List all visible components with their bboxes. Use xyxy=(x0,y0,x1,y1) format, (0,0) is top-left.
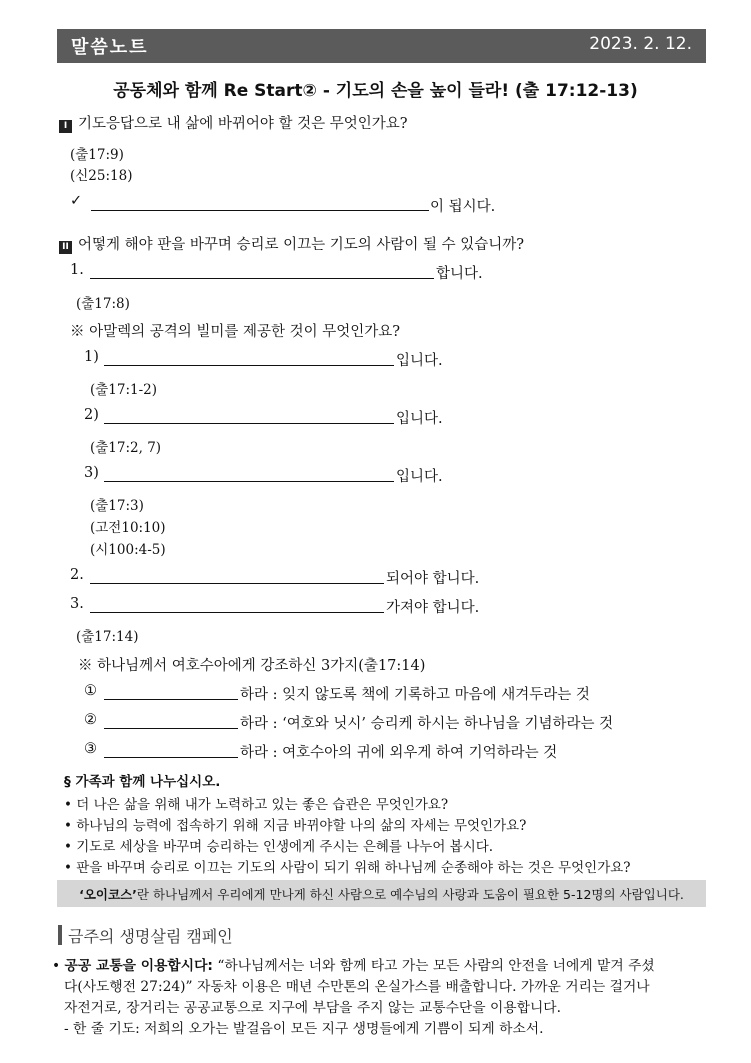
sub3-suffix: 입니다. xyxy=(396,469,443,485)
oikos-box xyxy=(57,880,706,907)
share-title: § 가족과 함께 나누십시오. xyxy=(64,774,221,790)
answer-blank-circle3 xyxy=(104,757,238,758)
section1-question xyxy=(59,112,408,133)
sub2-number: 2) xyxy=(84,407,99,423)
item2-number: 2. xyxy=(70,567,84,583)
check-mark: ✓ xyxy=(70,193,83,209)
circle1-text: 하라 : 잊지 않도록 책에 기록하고 마음에 새겨두라는 것 xyxy=(240,687,590,703)
page-title: 공동체와 함께 Re Start② - 기도의 손을 높이 들라! (출 17:12-13) xyxy=(113,81,638,101)
circle3-text: 하라 : 여호수아의 귀에 외우게 하여 기억하라는 것 xyxy=(240,745,558,761)
campaign-line-4: - 한 줄 기도: 저희의 오가는 발걸음이 모든 지구 생명들에게 기쁨이 되게 하소서. xyxy=(64,1021,544,1037)
circle1-number: ① xyxy=(84,683,97,699)
header-bar xyxy=(57,29,706,63)
oikos-term: ‘오이코스’ xyxy=(79,887,137,902)
circle3-number: ③ xyxy=(84,741,97,757)
answer-blank-item2 xyxy=(90,583,384,584)
sub1-suffix: 입니다. xyxy=(396,353,443,369)
sub1-ref-1: (출17:1-2) xyxy=(90,382,158,398)
sub2-suffix: 입니다. xyxy=(396,411,443,427)
header-label: 말씀노트 xyxy=(71,37,149,58)
section2-number: II xyxy=(59,241,72,254)
item3-suffix: 가져야 합니다. xyxy=(386,600,480,616)
answer-blank-item3 xyxy=(90,612,384,613)
campaign-bullet: • xyxy=(52,958,61,974)
sub3-ref-2: (고전10:10) xyxy=(90,520,166,536)
section1-ref-2: (신25:18) xyxy=(70,168,133,184)
campaign-line-1 xyxy=(52,954,655,974)
answer-blank-circle1 xyxy=(104,699,238,700)
answer-blank-sub2 xyxy=(104,423,394,424)
item3-ref: (출17:14) xyxy=(76,629,139,645)
answer-blank-s1 xyxy=(91,210,429,211)
sub1-number: 1) xyxy=(84,349,99,365)
share-item-1: • 더 나은 삶을 위해 내가 노력하고 있는 좋은 습관은 무엇인가요? xyxy=(64,797,449,813)
sub3-ref-3: (시100:4-5) xyxy=(90,542,166,558)
oikos-text xyxy=(57,885,706,903)
answer-blank-item1 xyxy=(90,278,434,279)
campaign-lead: 공공 교통을 이용합시다: xyxy=(64,958,213,974)
answer-blank-sub3 xyxy=(104,481,394,482)
campaign-line-1-text: “하나님께서는 너와 함께 타고 가는 모든 사람의 안전을 너에게 맡겨 주셨 xyxy=(217,958,655,974)
item1-number: 1. xyxy=(70,262,84,278)
campaign-line-2: 다(사도행전 27:24)” 자동차 이용은 매년 수만톤의 온실가스를 배출합니다. 가까운 거리는 걸거나 xyxy=(64,979,650,995)
sub3-number: 3) xyxy=(84,465,99,481)
section1-question-text: 기도응답으로 내 삶에 바뀌어야 할 것은 무엇인가요? xyxy=(78,116,408,132)
sub2-ref-1: (출17:2, 7) xyxy=(90,440,162,456)
share-item-2: • 하나님의 능력에 접속하기 위해 지금 바뀌야할 나의 삶의 자세는 무엇인가요? xyxy=(64,818,527,834)
note1: ※ 아말렉의 공격의 빌미를 제공한 것이 무엇인가요? xyxy=(70,324,401,340)
section2-question xyxy=(59,233,524,254)
answer-blank-circle2 xyxy=(104,728,238,729)
campaign-line-3: 자전거로, 장거리는 공공교통으로 지구에 부담을 주지 않는 교통수단을 이용합니다. xyxy=(64,1000,561,1016)
item1-suffix: 합니다. xyxy=(436,266,483,282)
note2: ※ 하나님께서 여호수아에게 강조하신 3가지(출17:14) xyxy=(78,658,426,674)
oikos-definition: 란 하나님께서 우리에게 만나게 하신 사람으로 예수님의 사랑과 도움이 필요한 5-12명의 사람입니다. xyxy=(136,887,684,902)
sub3-ref-1: (출17:3) xyxy=(90,498,144,514)
section1-suffix: 이 됩시다. xyxy=(430,199,496,215)
circle2-text: 하라 : ‘여호와 닛시’ 승리케 하시는 하나님을 기념하라는 것 xyxy=(240,716,614,732)
campaign-title: 금주의 생명살림 캠페인 xyxy=(68,927,233,946)
campaign-bar xyxy=(58,925,62,945)
item1-ref: (출17:8) xyxy=(76,296,130,312)
circle2-number: ② xyxy=(84,712,97,728)
section1-number: I xyxy=(59,120,72,133)
header-date: 2023. 2. 12. xyxy=(589,34,692,54)
section1-ref-1: (출17:9) xyxy=(70,147,124,163)
share-item-3: • 기도로 세상을 바꾸며 승리하는 인생에게 주시는 은혜를 나누어 봅시다. xyxy=(64,839,494,855)
item2-suffix: 되어야 합니다. xyxy=(386,571,480,587)
share-item-4: • 판을 바꾸며 승리로 이끄는 기도의 사람이 되기 위해 하나님께 순종해야 하는 것은 무엇인가요? xyxy=(64,860,631,876)
item3-number: 3. xyxy=(70,596,84,612)
section2-question-text: 어떻게 해야 판을 바꾸며 승리로 이끄는 기도의 사람이 될 수 있습니까? xyxy=(78,237,525,253)
answer-blank-sub1 xyxy=(104,365,394,366)
